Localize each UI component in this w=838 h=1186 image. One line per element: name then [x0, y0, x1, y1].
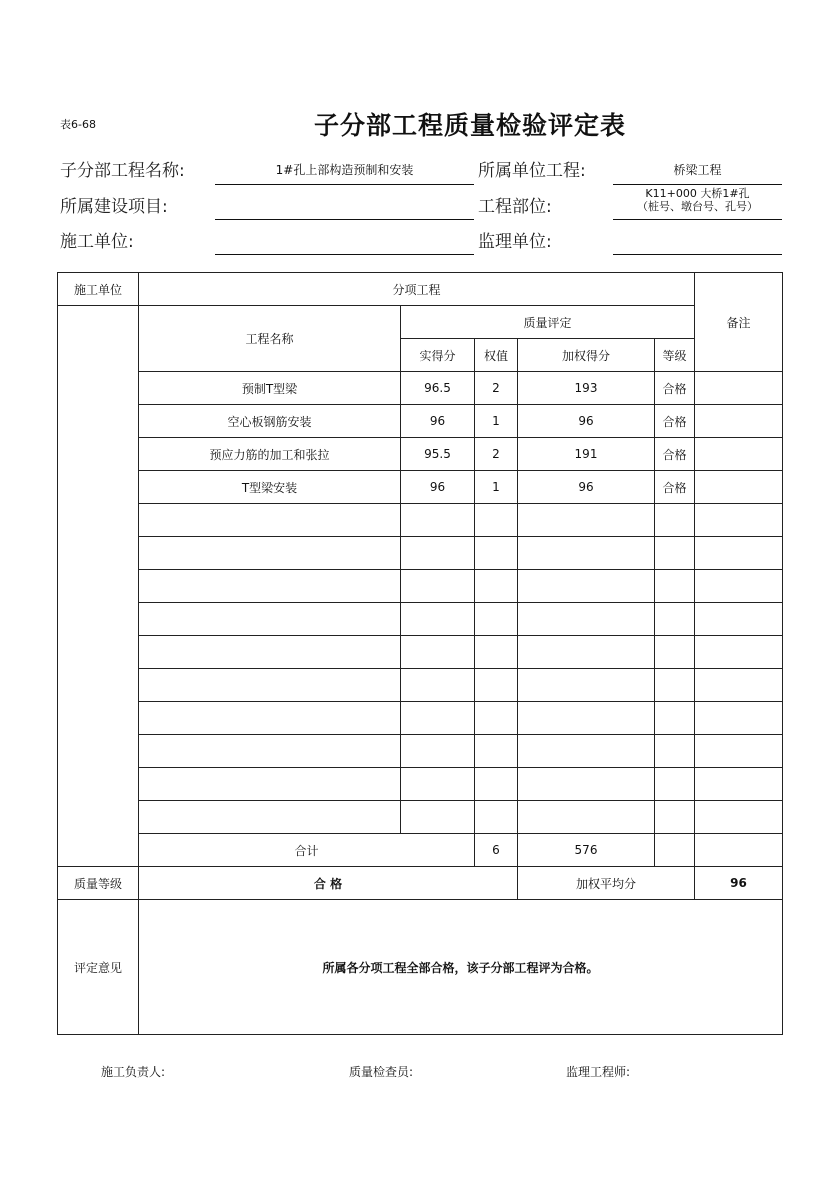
- cell-remark: [695, 669, 783, 702]
- cell-weighted: 96: [518, 405, 655, 438]
- cell-remark: [695, 603, 783, 636]
- table-row: [58, 537, 783, 570]
- cell-grade: [655, 570, 695, 603]
- construction-project-underline: [215, 219, 474, 220]
- quality-grade-label: 质量等级: [58, 867, 139, 900]
- cell-grade: 合格: [655, 438, 695, 471]
- cell-weight: 2: [475, 372, 518, 405]
- cell-remark: [695, 768, 783, 801]
- cell-grade: [655, 504, 695, 537]
- weighted-avg-value: 96: [695, 867, 783, 900]
- contractor-underline: [215, 254, 474, 255]
- cell-weighted: [518, 603, 655, 636]
- table-row: [58, 768, 783, 801]
- table-row: [58, 702, 783, 735]
- cell-weighted: [518, 636, 655, 669]
- cell-weight: [475, 735, 518, 768]
- cell-weight: 1: [475, 471, 518, 504]
- weighted-score-header: 加权得分: [518, 339, 655, 372]
- cell-score: 96: [401, 471, 475, 504]
- cell-name: 空心板钢筋安装: [139, 405, 401, 438]
- opinion-value: 所属各分项工程全部合格，该子分部工程评为合格。: [139, 900, 783, 1035]
- cell-remark: [695, 702, 783, 735]
- weighted-avg-label: 加权平均分: [518, 867, 695, 900]
- location-value-line2: （桩号、墩台号、孔号）: [637, 200, 758, 213]
- cell-weight: [475, 702, 518, 735]
- cell-name: T型梁安装: [139, 471, 401, 504]
- cell-grade: [655, 537, 695, 570]
- cell-weighted: [518, 702, 655, 735]
- cell-name: 预制T型梁: [139, 372, 401, 405]
- cell-grade: [655, 735, 695, 768]
- construction-project-label: 所属建设项目:: [60, 197, 168, 217]
- table-row: [58, 636, 783, 669]
- cell-score: [401, 603, 475, 636]
- cell-score: 96.5: [401, 372, 475, 405]
- cell-score: [401, 537, 475, 570]
- cell-weighted: [518, 537, 655, 570]
- cell-remark: [695, 438, 783, 471]
- table-row: [58, 405, 783, 438]
- location-label: 工程部位:: [478, 197, 552, 217]
- location-value-line1: K11+000 大桥1#孔: [645, 187, 750, 200]
- cell-weighted: [518, 504, 655, 537]
- cell-grade: [655, 603, 695, 636]
- construction-lead-signature: 施工负责人:: [101, 1065, 166, 1079]
- cell-weight: [475, 768, 518, 801]
- cell-weighted: [518, 801, 655, 834]
- unit-project-value: 桥梁工程: [673, 163, 722, 177]
- table-row: [58, 669, 783, 702]
- actual-score-header: 实得分: [401, 339, 475, 372]
- cell-name: [139, 768, 401, 801]
- cell-grade: [655, 768, 695, 801]
- grade-header: 等级: [655, 339, 695, 372]
- cell-score: [401, 570, 475, 603]
- cell-grade: 合格: [655, 405, 695, 438]
- quality-inspector-signature: 质量检查员:: [349, 1065, 414, 1079]
- total-grade: [655, 834, 695, 867]
- cell-name: [139, 636, 401, 669]
- cell-grade: [655, 801, 695, 834]
- table-row: [58, 372, 783, 405]
- cell-name: [139, 570, 401, 603]
- cell-score: [401, 801, 475, 834]
- cell-score: [401, 669, 475, 702]
- unit-project-label: 所属单位工程:: [478, 161, 586, 181]
- cell-weighted: 96: [518, 471, 655, 504]
- contractor-col-header: 施工单位: [58, 273, 139, 306]
- cell-grade: 合格: [655, 471, 695, 504]
- cell-weighted: [518, 570, 655, 603]
- quality-eval-header: 质量评定: [401, 306, 695, 339]
- table-row: [58, 438, 783, 471]
- cell-remark: [695, 537, 783, 570]
- cell-name: [139, 537, 401, 570]
- total-remark: [695, 834, 783, 867]
- page-title: 子分部工程质量检验评定表: [313, 111, 626, 140]
- table-row: [58, 801, 783, 834]
- table-row: [58, 570, 783, 603]
- cell-weight: [475, 669, 518, 702]
- cell-name: [139, 735, 401, 768]
- table-row: [58, 735, 783, 768]
- remarks-header: 备注: [695, 273, 783, 372]
- cell-name: [139, 669, 401, 702]
- cell-weighted: [518, 768, 655, 801]
- cell-weight: [475, 570, 518, 603]
- table-row: [58, 471, 783, 504]
- quality-grade-value: 合 格: [139, 867, 518, 900]
- project-name-header: 工程名称: [139, 306, 401, 372]
- cell-name: [139, 702, 401, 735]
- subdivision-name-label: 子分部工程名称:: [60, 161, 185, 181]
- cell-grade: [655, 669, 695, 702]
- cell-name: [139, 801, 401, 834]
- location-underline: [613, 219, 782, 220]
- form-number: 表6-68: [60, 118, 96, 131]
- contractor-col-cell: [58, 306, 139, 867]
- cell-weighted: [518, 669, 655, 702]
- cell-remark: [695, 405, 783, 438]
- cell-score: [401, 504, 475, 537]
- supervisor-label: 监理单位:: [478, 232, 552, 252]
- cell-remark: [695, 471, 783, 504]
- cell-grade: [655, 636, 695, 669]
- cell-weight: [475, 504, 518, 537]
- cell-grade: 合格: [655, 372, 695, 405]
- total-weighted: 576: [518, 834, 655, 867]
- cell-remark: [695, 570, 783, 603]
- cell-weighted: [518, 735, 655, 768]
- cell-weighted: 193: [518, 372, 655, 405]
- total-label: 合计: [139, 834, 475, 867]
- subdivision-name-underline: [215, 184, 474, 185]
- cell-weight: 1: [475, 405, 518, 438]
- unit-project-underline: [613, 184, 782, 185]
- cell-remark: [695, 801, 783, 834]
- cell-remark: [695, 735, 783, 768]
- cell-name: [139, 504, 401, 537]
- cell-name: 预应力筋的加工和张拉: [139, 438, 401, 471]
- table-row: [58, 504, 783, 537]
- cell-score: [401, 735, 475, 768]
- opinion-label: 评定意见: [58, 900, 139, 1035]
- cell-score: [401, 702, 475, 735]
- total-weight: 6: [475, 834, 518, 867]
- cell-weight: [475, 801, 518, 834]
- supervisor-underline: [613, 254, 782, 255]
- cell-score: [401, 636, 475, 669]
- evaluation-table: [57, 272, 783, 1035]
- cell-name: [139, 603, 401, 636]
- cell-weighted: 191: [518, 438, 655, 471]
- cell-weight: [475, 636, 518, 669]
- cell-score: 95.5: [401, 438, 475, 471]
- cell-remark: [695, 636, 783, 669]
- supervising-engineer-signature: 监理工程师:: [566, 1065, 631, 1079]
- cell-weight: [475, 603, 518, 636]
- table-row: [58, 603, 783, 636]
- cell-remark: [695, 504, 783, 537]
- cell-score: [401, 768, 475, 801]
- weight-header: 权值: [475, 339, 518, 372]
- subdivision-name-value: 1#孔上部构造预制和安装: [275, 163, 414, 177]
- cell-grade: [655, 702, 695, 735]
- item-project-header: 分项工程: [139, 273, 695, 306]
- cell-remark: [695, 372, 783, 405]
- contractor-label: 施工单位:: [60, 232, 134, 252]
- cell-weight: [475, 537, 518, 570]
- cell-score: 96: [401, 405, 475, 438]
- cell-weight: 2: [475, 438, 518, 471]
